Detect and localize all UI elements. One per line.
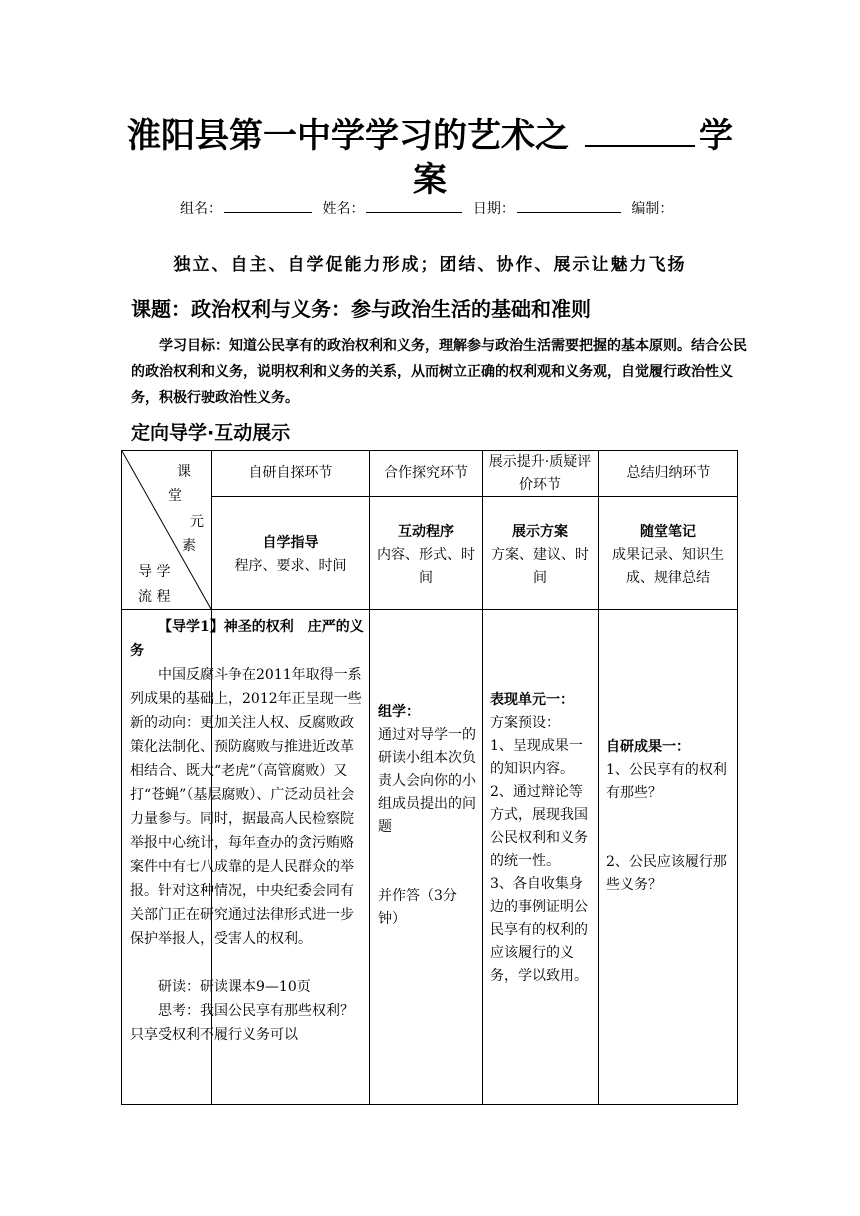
col-divider — [482, 451, 483, 1104]
header-summary: 总结归纳环节 — [626, 465, 711, 481]
row-divider — [211, 496, 737, 497]
doc-title-line2: 案 — [413, 160, 447, 200]
title-blank[interactable] — [585, 117, 695, 147]
sub-cooperation-desc: 内容、形式、时间 — [377, 547, 475, 586]
corner-char-2: 堂 — [168, 488, 182, 504]
guide-table — [121, 450, 738, 1105]
corner-char-1: 课 — [177, 464, 191, 480]
col-self-study-content — [130, 615, 366, 1047]
sub-cooperation — [376, 521, 476, 590]
guide1-read: 研读：研读课本9—10页 — [158, 979, 311, 995]
name-blank[interactable] — [366, 198, 462, 213]
date-label: 日期： — [472, 201, 515, 217]
guide1-think: 思考：我国公民享有那些权利？只享受权利不履行义务可以 — [130, 1003, 354, 1043]
sub-summary-title: 随堂笔记 — [640, 524, 696, 540]
header-self-study: 自研自探环节 — [248, 465, 333, 481]
col-presentation-content — [490, 689, 592, 988]
preset-item-2: 2、通过辩论等方式，展现我国公民权利和义务的统一性。 — [490, 784, 588, 869]
title-text: 淮阳县第一中学学习的艺术之 — [127, 116, 569, 156]
sub-presentation-desc: 方案、建议、时间 — [491, 547, 589, 586]
corner-char-4: 素 — [182, 538, 196, 554]
guide1-text: 中国反腐斗争在2011年取得一系列成果的基础上，2012年正呈现一些新的动向：更加关注人权、反腐败政策化法制化、预防腐败与推进近改革相结合、既大“老虎”（高管腐败）又打“苍蝇”（基层腐败）、广泛动员社会力量参与。同时，据最高人民检察院举报中心统计，每年查办的贪污贿赂案件中有七八成靠的是人民群众的举报。针对这种情况，中央纪委会同有关部门正在研究通过法律形式进一步保护举报人，受害人的权利。 — [130, 667, 362, 947]
sub-self-study — [212, 532, 369, 578]
sub-summary-desc: 成果记录、知识生成、规律总结 — [612, 547, 724, 586]
preset-label: 方案预设： — [490, 715, 560, 731]
corner-row-1: 导 学 — [138, 564, 171, 580]
sub-self-study-title: 自学指导 — [262, 535, 319, 551]
sub-presentation-title: 展示方案 — [512, 524, 568, 540]
col-cooperation-content — [378, 701, 476, 931]
col-divider — [369, 451, 370, 1104]
result-q2: 2、公民应该履行那些义务？ — [606, 854, 727, 893]
title-suffix: 学 — [699, 116, 733, 156]
group-blank[interactable] — [224, 198, 312, 213]
group-study-answer: 并作答（3分钟） — [378, 888, 457, 927]
group-label: 组名： — [180, 201, 222, 217]
header-cooperation: 合作探究环节 — [384, 465, 468, 481]
corner-row-2: 流 程 — [138, 589, 171, 605]
group-study-label: 组学： — [378, 704, 420, 720]
result-one-label: 自研成果一： — [606, 739, 690, 755]
editor-label: 编制： — [631, 201, 674, 217]
row-divider — [122, 609, 737, 610]
date-blank[interactable] — [517, 198, 621, 213]
motto: 独立、自主、自学促能力形成；团结、协作、展示让魅力飞扬 — [173, 255, 687, 275]
info-line — [180, 198, 673, 218]
section-title: 定向导学·互动展示 — [131, 422, 291, 444]
preset-item-3: 3、各自收集身边的事例证明公民享有的权利的应该履行的义务，学以致用。 — [490, 876, 588, 984]
col-divider — [598, 451, 599, 1104]
sub-self-study-desc: 程序、要求、时间 — [234, 558, 347, 574]
header-presentation: 展示提升·质疑评价环节 — [488, 454, 592, 493]
sub-summary — [604, 521, 732, 590]
doc-title — [0, 108, 860, 157]
learning-goal: 学习目标：知道公民享有的政治权利和义务，理解参与政治生活需要把握的基本原则。结合公民的政治权利和义务，说明权利和义务的关系，从而树立正确的权利观和义务观，自觉履行政治性义务，积极行驶政治性义务。 — [131, 338, 747, 406]
sub-presentation — [488, 521, 592, 590]
guide1-heading: 【导学1】神圣的权利 庄严的义务 — [130, 619, 364, 659]
unit-one-label: 表现单元一： — [490, 692, 574, 708]
preset-item-1: 1、呈现成果一的知识内容。 — [490, 738, 583, 777]
result-q1: 1、公民享有的权利有那些？ — [606, 762, 727, 801]
col-summary-content — [606, 736, 732, 897]
name-label: 姓名： — [322, 201, 365, 217]
corner-char-3: 元 — [190, 514, 204, 530]
topic-title: 课题：政治权利与义务：参与政治生活的基础和准则 — [131, 297, 591, 321]
group-study-text: 通过对导学一的研读小组本次负责人会向你的小组成员提出的问题 — [378, 727, 476, 835]
sub-cooperation-title: 互动程序 — [398, 524, 454, 540]
